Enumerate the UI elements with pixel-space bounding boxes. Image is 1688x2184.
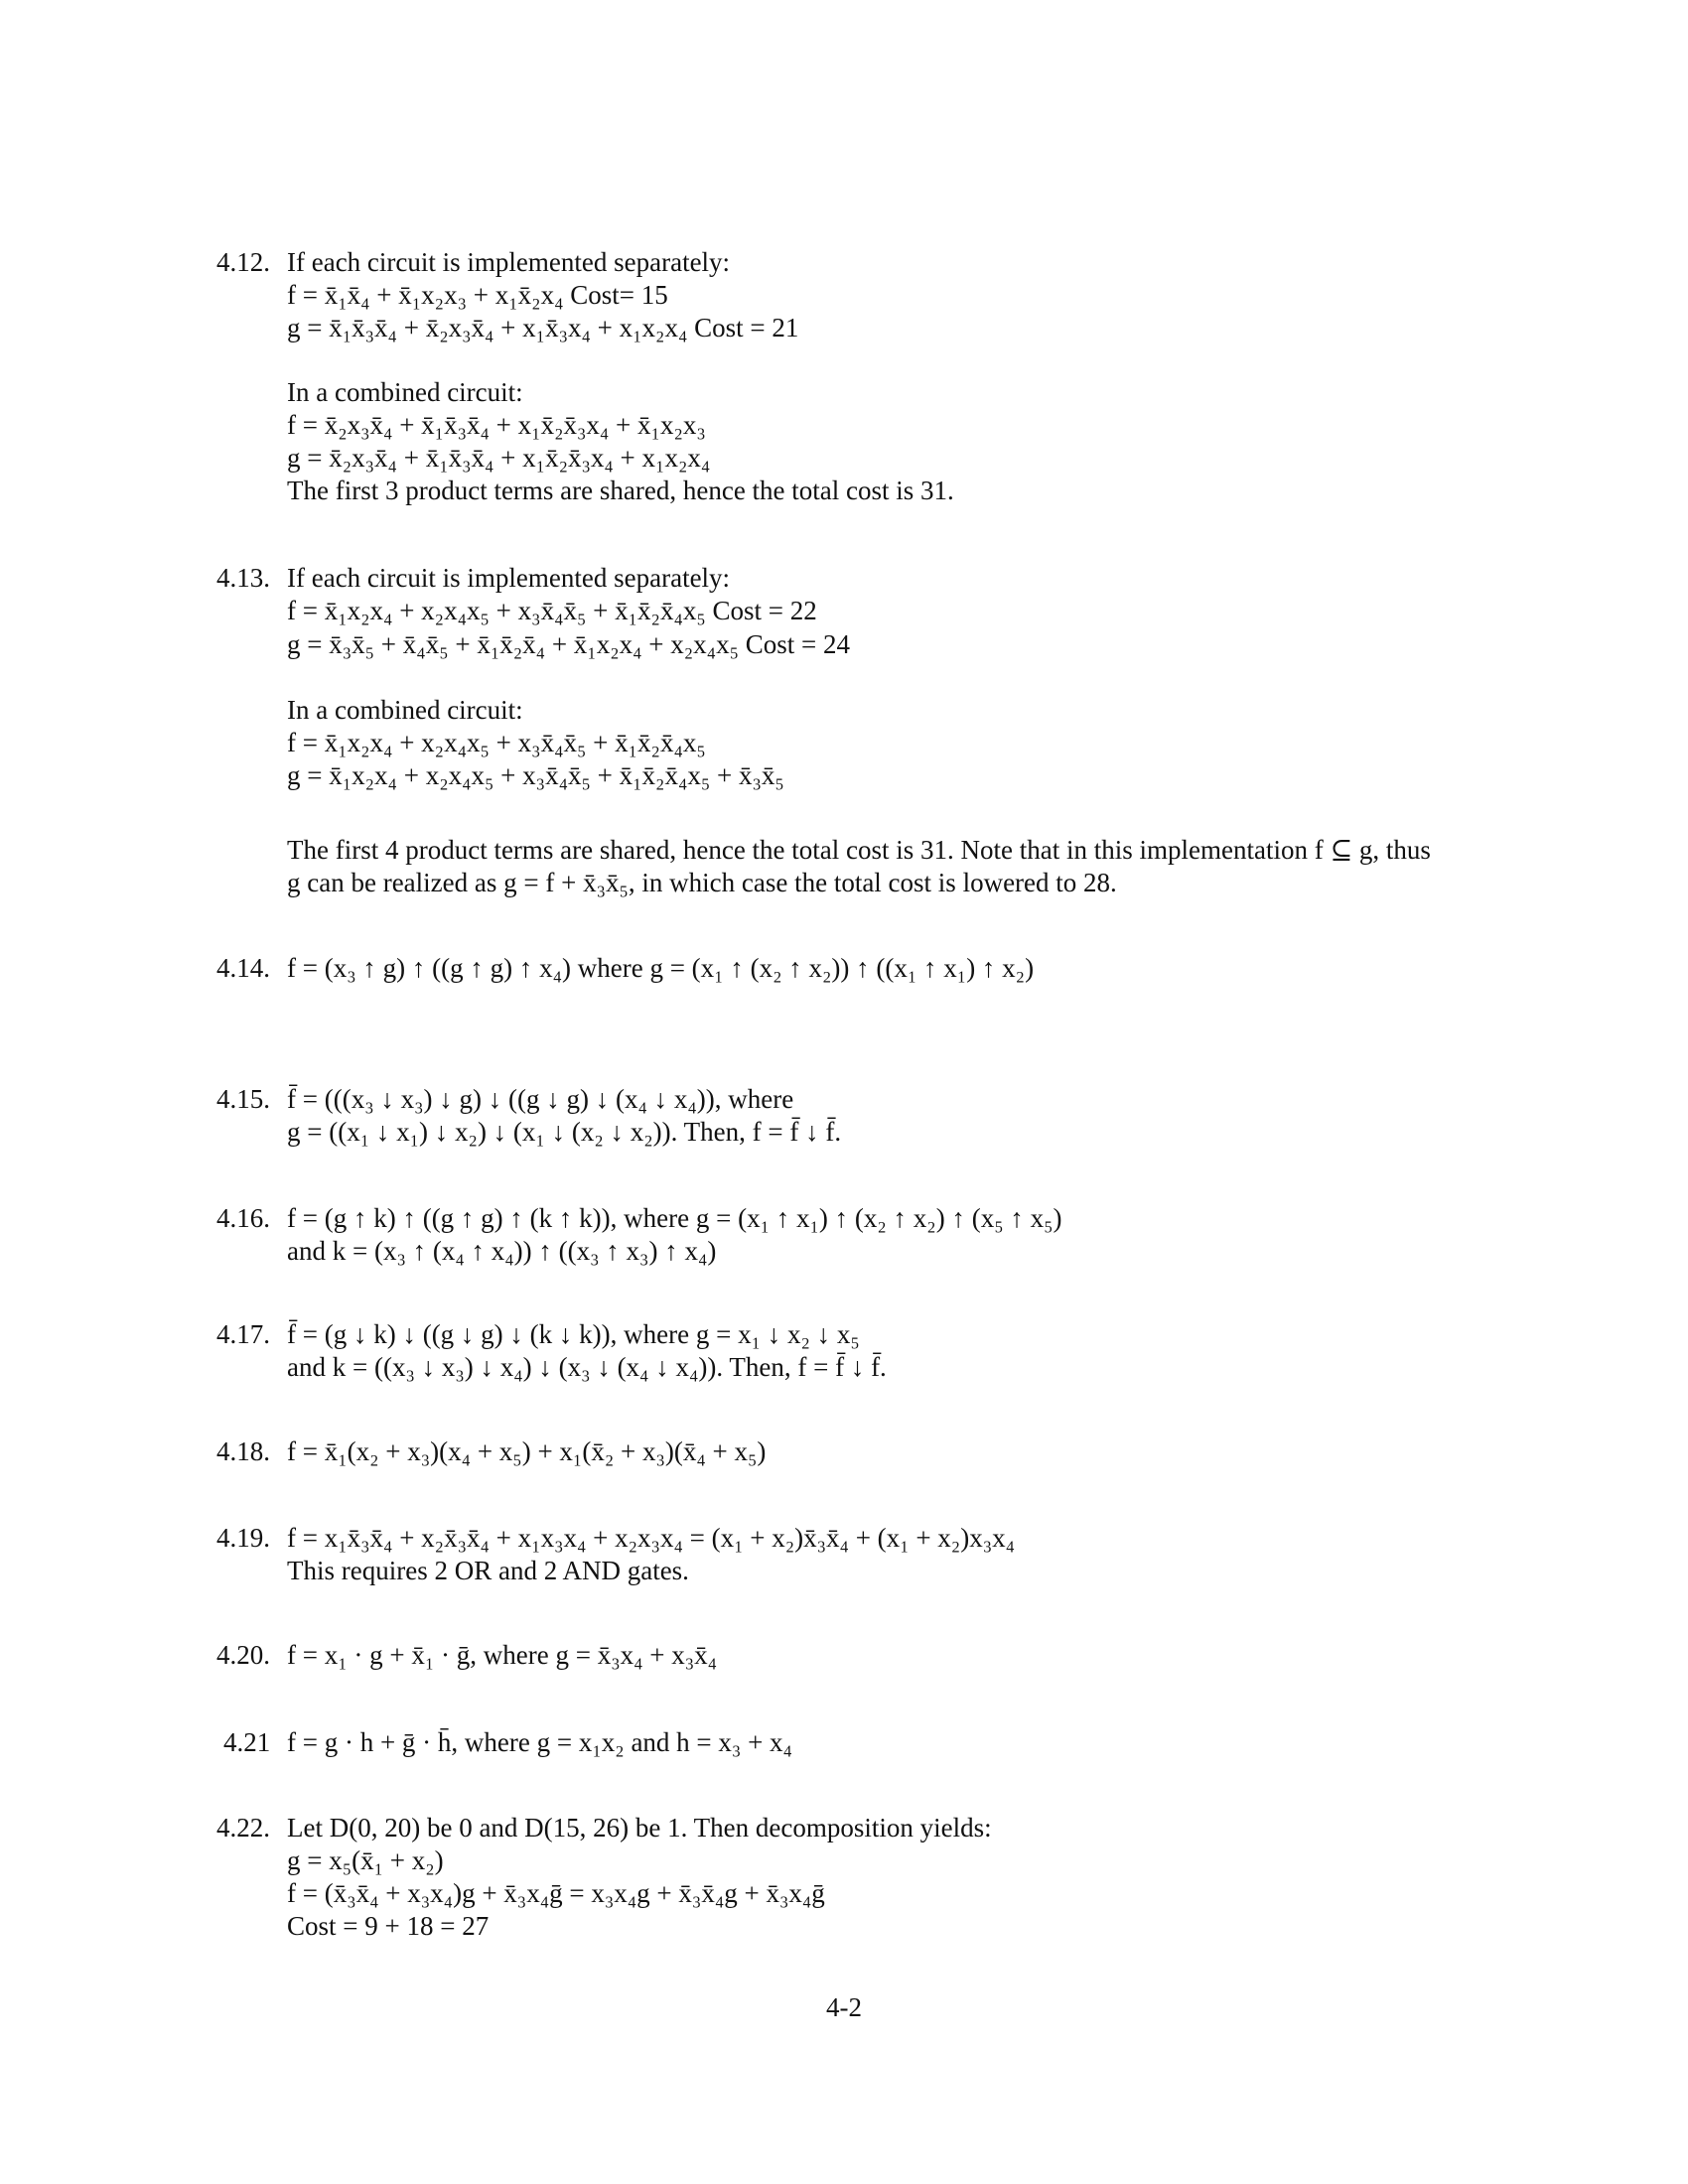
problem-number: 4.22. <box>216 1813 270 1843</box>
problem-line: g can be realized as g = f + x̄₃x̄₅, in which case the total cost is lowered to 28. <box>287 868 1117 897</box>
problem-line: If each circuit is implemented separately: <box>287 563 731 593</box>
equation-line: g = ((x₁ ↓ x₁) ↓ x₂) ↓ (x₁ ↓ (x₂ ↓ x₂)). Then, f = f̄ ↓ f̄. <box>287 1117 842 1147</box>
equation-line: g = x̄₂x₃x̄₄ + x̄₁x̄₃x̄₄ + x₁x̄₂x̄₃x₄ + x₁x₂x₄ <box>287 443 711 473</box>
equation-line: g = x̄₃x̄₅ + x̄₄x̄₅ + x̄₁x̄₂x̄₄ + x̄₁x₂x₄ + x₂x₄x₅ Cost = 24 <box>287 629 850 659</box>
equation-line: and k = (x₃ ↑ (x₄ ↑ x₄)) ↑ ((x₃ ↑ x₃) ↑ x₄) <box>287 1236 717 1266</box>
equation-line: f = x̄₁x₂x₄ + x₂x₄x₅ + x₃x̄₄x̄₅ + x̄₁x̄₂x̄₄x₅ <box>287 728 706 757</box>
equation-line: f = x̄₁x̄₄ + x̄₁x₂x₃ + x₁x̄₂x₄ Cost= 15 <box>287 280 668 310</box>
equation-line: g = x̄₁x₂x₄ + x₂x₄x₅ + x₃x̄₄x̄₅ + x̄₁x̄₂x̄₄x₅ + x̄₃x̄₅ <box>287 760 784 790</box>
equation-line: and k = ((x₃ ↓ x₃) ↓ x₄) ↓ (x₃ ↓ (x₄ ↓ x₄)). Then, f = f̄ ↓ f̄. <box>287 1352 887 1382</box>
equation-line: g = x̄₁x̄₃x̄₄ + x̄₂x₃x̄₄ + x₁x̄₃x₄ + x₁x₂x₄ Cost = 21 <box>287 313 799 342</box>
problem-number: 4.15. <box>216 1084 270 1114</box>
equation-line: f = x₁ · g + x̄₁ · ḡ, where g = x̄₃x₄ + x₃x̄₄ <box>287 1640 718 1670</box>
equation-line: f = x̄₁(x₂ + x₃)(x₄ + x₅) + x₁(x̄₂ + x₃)(x̄₄ + x₅) <box>287 1436 767 1466</box>
equation-line: f = x̄₂x₃x̄₄ + x̄₁x̄₃x̄₄ + x₁x̄₂x̄₃x₄ + x̄₁x₂x₃ <box>287 410 706 440</box>
problem-line: Let D(0, 20) be 0 and D(15, 26) be 1. Then decomposition yields: <box>287 1813 992 1843</box>
problem-line: This requires 2 OR and 2 AND gates. <box>287 1556 689 1585</box>
problem-number: 4.18. <box>216 1436 270 1466</box>
problem-line: In a combined circuit: <box>287 695 523 725</box>
problem-line: In a combined circuit: <box>287 377 523 407</box>
equation-line: g = x₅(x̄₁ + x₂) <box>287 1845 444 1875</box>
problem-number: 4.12. <box>216 247 270 277</box>
equation-line: f = (x₃ ↑ g) ↑ ((g ↑ g) ↑ x₄) where g = (x₁ ↑ (x₂ ↑ x₂)) ↑ ((x₁ ↑ x₁) ↑ x₂) <box>287 953 1035 983</box>
problem-number: 4.17. <box>216 1319 270 1349</box>
equation-line: f = g · h + ḡ · h̄, where g = x₁x₂ and h = x₃ + x₄ <box>287 1727 792 1757</box>
problem-line: The first 3 product terms are shared, hence the total cost is 31. <box>287 476 954 505</box>
problem-line: The first 4 product terms are shared, hence the total cost is 31. Note that in this implementation f ⊆ g, thus <box>287 835 1431 865</box>
problem-number: 4.13. <box>216 563 270 593</box>
problem-number: 4.19. <box>216 1523 270 1553</box>
equation-line: f = (g ↑ k) ↑ ((g ↑ g) ↑ (k ↑ k)), where g = (x₁ ↑ x₁) ↑ (x₂ ↑ x₂) ↑ (x₅ ↑ x₅) <box>287 1203 1062 1233</box>
page-number: 4-2 <box>826 1992 862 2022</box>
problem-number: 4.20. <box>216 1640 270 1670</box>
problem-number: 4.21 <box>223 1727 271 1757</box>
problem-number: 4.14. <box>216 953 270 983</box>
equation-line: f = x̄₁x₂x₄ + x₂x₄x₅ + x₃x̄₄x̄₅ + x̄₁x̄₂x̄₄x₅ Cost = 22 <box>287 596 817 625</box>
equation-line: f̄ = (g ↓ k) ↓ ((g ↓ g) ↓ (k ↓ k)), where g = x₁ ↓ x₂ ↓ x₅ <box>287 1319 860 1349</box>
problem-line: If each circuit is implemented separately: <box>287 247 731 277</box>
equation-line: f = x₁x̄₃x̄₄ + x₂x̄₃x̄₄ + x₁x₃x₄ + x₂x₃x₄ = (x₁ + x₂)x̄₃x̄₄ + (x₁ + x₂)x₃x₄ <box>287 1523 1016 1553</box>
equation-line: f̄ = (((x₃ ↓ x₃) ↓ g) ↓ ((g ↓ g) ↓ (x₄ ↓ x₄)), where <box>287 1084 794 1114</box>
equation-line: f = (x̄₃x̄₄ + x₃x₄)g + x̄₃x₄ḡ = x₃x₄g + x̄₃x̄₄g + x̄₃x₄ḡ <box>287 1878 825 1908</box>
problem-line: Cost = 9 + 18 = 27 <box>287 1911 490 1941</box>
problem-number: 4.16. <box>216 1203 270 1233</box>
